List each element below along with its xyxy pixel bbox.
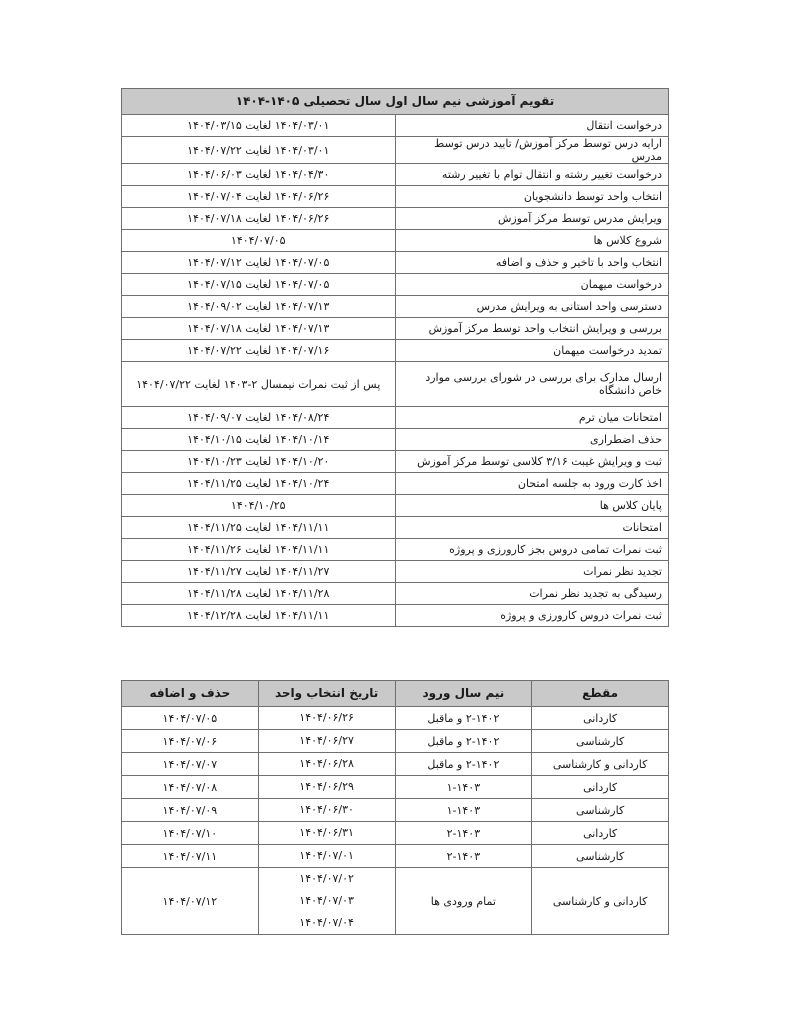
calendar-title: تقویم آموزشی نیم سال اول سال تحصیلی ۱۴۰۵-۱۴۰۴ [122,89,669,115]
calendar-date: ۱۴۰۴/۱۱/۲۸ لغایت ۱۴۰۴/۱۱/۲۸ [122,583,396,605]
calendar-row [122,473,669,495]
schedule-entry-semester: ۱-۱۴۰۳ [395,799,532,822]
schedule-entry-semester: ۲-۱۴۰۲ و ماقبل [395,753,532,776]
selection-date-value: ۱۴۰۴/۰۶/۲۸ [299,757,354,770]
schedule-row [122,753,669,776]
selection-date-value: ۱۴۰۴/۰۶/۲۷ [299,734,354,747]
calendar-row [122,517,669,539]
calendar-date: ۱۴۰۴/۰۶/۲۶ لغایت ۱۴۰۴/۰۷/۱۸ [122,208,396,230]
calendar-activity: تجدید نظر نمرات [395,561,669,583]
calendar-date: ۱۴۰۴/۰۸/۲۴ لغایت ۱۴۰۴/۰۹/۰۷ [122,407,396,429]
schedule-row [122,707,669,730]
calendar-activity: درخواست تغییر رشته و انتقال توام با تغییر رشته [395,164,669,186]
schedule-selection-date [258,730,395,753]
schedule-selection-date [258,776,395,799]
calendar-activity: دسترسی واحد استانی به ویرایش مدرس [395,296,669,318]
calendar-activity: بررسی و ویرایش انتخاب واحد توسط مرکز آموزش [395,318,669,340]
schedule-row [122,799,669,822]
header-entry-semester: نیم سال ورود [395,681,532,707]
schedule-entry-semester: تمام ورودی ها [395,868,532,935]
schedule-row [122,845,669,868]
schedule-add-drop: ۱۴۰۴/۰۷/۱۱ [122,845,259,868]
schedule-entry-semester: ۱-۱۴۰۳ [395,776,532,799]
schedule-header-row [122,681,669,707]
calendar-date: ۱۴۰۴/۰۷/۰۵ لغایت ۱۴۰۴/۰۷/۱۲ [122,252,396,274]
calendar-date: ۱۴۰۴/۰۴/۳۰ لغایت ۱۴۰۴/۰۶/۰۳ [122,164,396,186]
schedule-level: کاردانی و کارشناسی [532,753,669,776]
schedule-add-drop: ۱۴۰۴/۰۷/۰۸ [122,776,259,799]
calendar-activity: اخذ کارت ورود به جلسه امتحان [395,473,669,495]
calendar-activity: پایان کلاس ها [395,495,669,517]
schedule-add-drop: ۱۴۰۴/۰۷/۰۹ [122,799,259,822]
selection-date-value: ۱۴۰۴/۰۷/۰۴ [299,916,354,929]
calendar-row [122,274,669,296]
calendar-activity: ثبت و ویرایش غیبت ۳/۱۶ کلاسی توسط مرکز آموزش [395,451,669,473]
selection-date-value: ۱۴۰۴/۰۶/۳۱ [299,826,354,839]
schedule-entry-semester: ۲-۱۴۰۳ [395,822,532,845]
calendar-title-row [122,89,669,115]
calendar-activity: امتحانات [395,517,669,539]
schedule-row [122,822,669,845]
schedule-add-drop: ۱۴۰۴/۰۷/۱۰ [122,822,259,845]
selection-date-value: ۱۴۰۴/۰۶/۳۰ [299,803,354,816]
schedule-row [122,730,669,753]
selection-date-value: ۱۴۰۴/۰۶/۲۹ [299,780,354,793]
calendar-date: ۱۴۰۴/۱۰/۲۴ لغایت ۱۴۰۴/۱۱/۲۵ [122,473,396,495]
calendar-activity: درخواست انتقال [395,115,669,137]
calendar-date: ۱۴۰۴/۰۷/۱۳ لغایت ۱۴۰۴/۰۹/۰۲ [122,296,396,318]
unit-selection-schedule-table [121,680,669,935]
calendar-row [122,561,669,583]
calendar-activity: ثبت نمرات دروس کارورزی و پروژه [395,605,669,627]
schedule-row [122,776,669,799]
schedule-selection-date [258,707,395,730]
schedule-level: کاردانی [532,822,669,845]
academic-calendar-table [121,88,669,627]
calendar-activity: شروع کلاس ها [395,230,669,252]
calendar-activity: تمدید درخواست میهمان [395,340,669,362]
calendar-date: ۱۴۰۴/۱۰/۲۰ لغایت ۱۴۰۴/۱۰/۲۳ [122,451,396,473]
calendar-activity: ثبت نمرات تمامی دروس بجز کارورزی و پروژه [395,539,669,561]
calendar-row [122,451,669,473]
schedule-body [122,707,669,935]
calendar-activity: رسیدگی به تجدید نظر نمرات [395,583,669,605]
calendar-date: ۱۴۰۴/۰۳/۰۱ لغایت ۱۴۰۴/۰۷/۲۲ [122,137,396,164]
header-level: مقطع [532,681,669,707]
header-add-drop: حذف و اضافه [122,681,259,707]
calendar-date: ۱۴۰۴/۰۷/۱۳ لغایت ۱۴۰۴/۰۷/۱۸ [122,318,396,340]
schedule-selection-date [258,799,395,822]
calendar-row [122,115,669,137]
selection-date-value: ۱۴۰۴/۰۶/۲۶ [299,711,354,724]
calendar-row [122,318,669,340]
calendar-date: ۱۴۰۴/۱۱/۲۷ لغایت ۱۴۰۴/۱۱/۲۷ [122,561,396,583]
calendar-row [122,164,669,186]
calendar-body [122,115,669,627]
calendar-row [122,362,669,407]
calendar-row [122,539,669,561]
schedule-add-drop: ۱۴۰۴/۰۷/۰۷ [122,753,259,776]
calendar-row [122,429,669,451]
schedule-entry-semester: ۲-۱۴۰۲ و ماقبل [395,707,532,730]
calendar-activity: درخواست میهمان [395,274,669,296]
calendar-activity: ویرایش مدرس توسط مرکز آموزش [395,208,669,230]
schedule-row [122,868,669,935]
calendar-row [122,137,669,164]
schedule-level: کاردانی [532,707,669,730]
schedule-selection-date [258,868,395,935]
schedule-selection-date [258,822,395,845]
schedule-level: کارشناسی [532,845,669,868]
calendar-date: ۱۴۰۴/۱۰/۲۵ [122,495,396,517]
schedule-add-drop: ۱۴۰۴/۰۷/۰۵ [122,707,259,730]
calendar-row [122,296,669,318]
calendar-date: ۱۴۰۴/۱۱/۱۱ لغایت ۱۴۰۴/۱۱/۲۶ [122,539,396,561]
schedule-add-drop: ۱۴۰۴/۰۷/۱۲ [122,868,259,935]
schedule-selection-date [258,845,395,868]
calendar-row [122,340,669,362]
calendar-activity: انتخاب واحد توسط دانشجویان [395,186,669,208]
header-selection-date: تاریخ انتخاب واحد [258,681,395,707]
selection-date-value: ۱۴۰۴/۰۷/۰۲ [299,872,354,885]
schedule-entry-semester: ۲-۱۴۰۳ [395,845,532,868]
selection-date-value: ۱۴۰۴/۰۷/۰۱ [299,849,354,862]
calendar-activity: ارسال مدارک برای بررسی در شورای بررسی موارد خاص دانشگاه [395,362,669,407]
calendar-date: ۱۴۰۴/۱۰/۱۴ لغایت ۱۴۰۴/۱۰/۱۵ [122,429,396,451]
calendar-row [122,583,669,605]
calendar-date: ۱۴۰۴/۰۳/۰۱ لغایت ۱۴۰۴/۰۳/۱۵ [122,115,396,137]
calendar-date: ۱۴۰۴/۰۷/۰۵ [122,230,396,252]
schedule-add-drop: ۱۴۰۴/۰۷/۰۶ [122,730,259,753]
calendar-date: ۱۴۰۴/۰۶/۲۶ لغایت ۱۴۰۴/۰۷/۰۴ [122,186,396,208]
calendar-activity: انتخاب واحد با تاخیر و حذف و اضافه [395,252,669,274]
schedule-level: کارشناسی [532,730,669,753]
calendar-date: ۱۴۰۴/۱۱/۱۱ لغایت ۱۴۰۴/۱۱/۲۵ [122,517,396,539]
calendar-row [122,186,669,208]
schedule-entry-semester: ۲-۱۴۰۲ و ماقبل [395,730,532,753]
schedule-level: کاردانی و کارشناسی [532,868,669,935]
calendar-date: ۱۴۰۴/۰۷/۱۶ لغایت ۱۴۰۴/۰۷/۲۲ [122,340,396,362]
calendar-row [122,407,669,429]
calendar-date: پس از ثبت نمرات نیمسال ۲-۱۴۰۳ لغایت ۱۴۰۴/۰۷/۲۲ [122,362,396,407]
schedule-selection-date [258,753,395,776]
calendar-row [122,252,669,274]
selection-date-value: ۱۴۰۴/۰۷/۰۳ [299,894,354,907]
calendar-activity: ارایه درس توسط مرکز آموزش/ تایید درس توسط مدرس [395,137,669,164]
calendar-activity: امتحانات میان ترم [395,407,669,429]
calendar-date: ۱۴۰۴/۱۱/۱۱ لغایت ۱۴۰۴/۱۲/۲۸ [122,605,396,627]
schedule-level: کاردانی [532,776,669,799]
calendar-row [122,208,669,230]
calendar-date: ۱۴۰۴/۰۷/۰۵ لغایت ۱۴۰۴/۰۷/۱۵ [122,274,396,296]
calendar-row [122,230,669,252]
schedule-level: کارشناسی [532,799,669,822]
calendar-row [122,605,669,627]
calendar-row [122,495,669,517]
calendar-activity: حذف اضطراری [395,429,669,451]
